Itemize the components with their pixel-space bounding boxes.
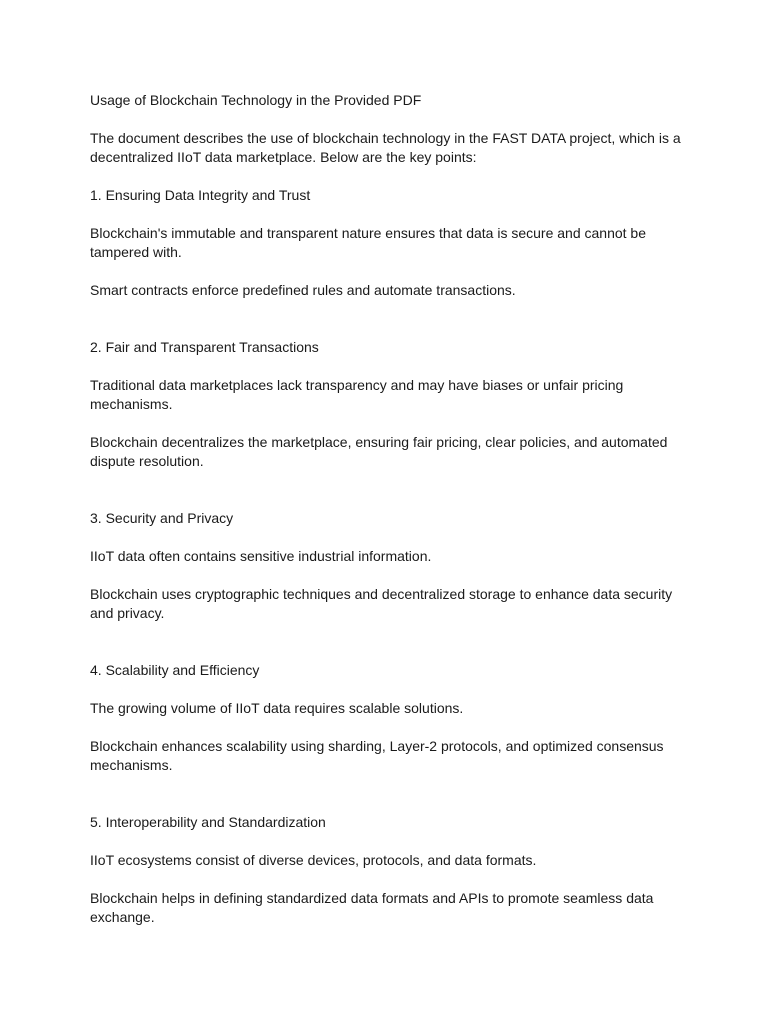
section-fair-transactions (90, 338, 690, 471)
section-heading: 3. Security and Privacy (90, 510, 234, 526)
paragraph: The growing volume of IIoT data requires scalable solutions. (90, 700, 464, 716)
paragraph: Blockchain uses cryptographic techniques and decentralized storage to enhance data security and privacy. (90, 586, 673, 621)
section-heading: 2. Fair and Transparent Transactions (90, 339, 319, 355)
section-heading: 4. Scalability and Efficiency (90, 662, 260, 678)
section-interoperability (90, 813, 690, 927)
section-heading: 5. Interoperability and Standardization (90, 814, 326, 830)
section-data-integrity (90, 186, 690, 300)
paragraph: Blockchain decentralizes the marketplace, ensuring fair pricing, clear policies, and automated dispute resolution. (90, 434, 668, 469)
section-security-privacy (90, 509, 690, 623)
paragraph: Blockchain helps in defining standardized data formats and APIs to promote seamless data exchange. (90, 890, 654, 925)
paragraph: Blockchain's immutable and transparent nature ensures that data is secure and cannot be tampered with. (90, 225, 647, 260)
intro-paragraph: The document describes the use of blockchain technology in the FAST DATA project, which is a decentralized IIoT data marketplace. Below are the key points: (90, 130, 681, 165)
document-title: Usage of Blockchain Technology in the Provided PDF (90, 92, 422, 108)
section-scalability (90, 661, 690, 775)
document-body (90, 91, 690, 927)
section-heading: 1. Ensuring Data Integrity and Trust (90, 187, 311, 203)
paragraph: IIoT ecosystems consist of diverse devices, protocols, and data formats. (90, 852, 537, 868)
paragraph: Traditional data marketplaces lack transparency and may have biases or unfair pricing mechanisms. (90, 377, 624, 412)
paragraph: Smart contracts enforce predefined rules and automate transactions. (90, 282, 516, 298)
paragraph: Blockchain enhances scalability using sharding, Layer-2 protocols, and optimized consensus mechanisms. (90, 738, 664, 773)
paragraph: IIoT data often contains sensitive industrial information. (90, 548, 432, 564)
